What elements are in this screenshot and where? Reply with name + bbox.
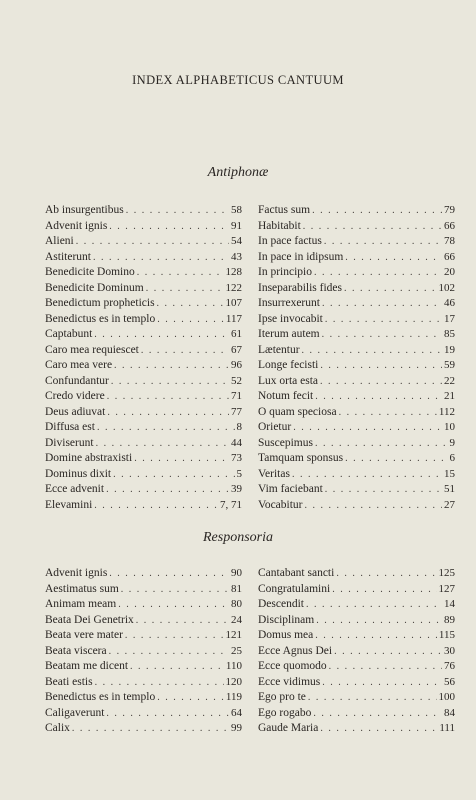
entry-title: Ecce quomodo (258, 660, 327, 672)
page-number: 89 (444, 613, 455, 626)
index-entry (258, 374, 455, 390)
page-number: 96 (231, 359, 242, 371)
page-number: 43 (231, 250, 242, 263)
index-entry (258, 389, 455, 405)
index-entry (45, 582, 242, 598)
index-entry (45, 436, 242, 452)
index-entry (258, 203, 455, 219)
index-entry (258, 296, 455, 312)
dot-leader (93, 250, 229, 266)
page-number: 100 (438, 691, 455, 703)
index-entry (258, 482, 455, 498)
index-entry (45, 234, 242, 250)
entry-title: Descendit (258, 598, 304, 610)
dot-leader (95, 675, 224, 691)
entry-title: Habitabit (258, 219, 301, 232)
dot-leader (146, 281, 224, 297)
dot-leader (76, 234, 229, 250)
page-number: 84 (444, 706, 455, 719)
dot-leader (113, 467, 234, 483)
page-number: 99 (231, 722, 242, 734)
page-number: 79 (444, 204, 455, 216)
page-number: 61 (231, 328, 242, 340)
index-entry (258, 628, 455, 644)
dot-leader (322, 675, 442, 691)
entry-title: Deus adiuvat (45, 405, 106, 418)
index-entry (45, 374, 242, 390)
dot-leader (320, 358, 442, 374)
dot-leader (339, 405, 437, 421)
entry-title: Veritas (258, 467, 290, 480)
page-number: 120 (225, 675, 242, 688)
entry-title: Ab insurgentibus (45, 204, 124, 216)
dot-leader (134, 451, 229, 467)
page-number: 85 (444, 328, 455, 340)
entry-title: Captabunt (45, 328, 93, 340)
dot-leader (336, 566, 436, 582)
dot-leader (107, 389, 229, 405)
dot-leader (114, 358, 229, 374)
entry-title: Disciplinam (258, 613, 315, 626)
index-entry (258, 644, 455, 660)
page-number: 10 (444, 421, 455, 433)
index-entry (45, 482, 242, 498)
page-number: 22 (444, 374, 455, 387)
dot-leader (345, 451, 447, 467)
index-entry (258, 312, 455, 328)
dot-leader (141, 343, 229, 359)
page-number: 112 (438, 405, 455, 418)
page-number: 58 (231, 204, 242, 216)
page-number: 66 (444, 250, 455, 263)
index-entry (258, 250, 455, 266)
index-entry (45, 498, 242, 514)
dot-leader (332, 582, 436, 598)
index-entry (45, 706, 242, 722)
entry-title: O quam speciosa (258, 405, 337, 418)
index-entry (45, 628, 242, 644)
entry-title: Insurrexerunt (258, 297, 320, 309)
page-number: 125 (438, 567, 455, 579)
entry-title: Caro mea requiescet (45, 343, 139, 356)
entry-title: Benedictus es in templo (45, 691, 156, 703)
index-entry (45, 358, 242, 374)
page-number: 30 (444, 644, 455, 657)
entry-title: In pace factus (258, 235, 322, 247)
page-number: 59 (444, 359, 455, 371)
index-entry (45, 690, 242, 706)
dot-leader (306, 597, 442, 613)
entry-title: Diffusa est (45, 421, 95, 433)
page-number: 9 (449, 436, 455, 449)
entry-title: Caligaverunt (45, 706, 105, 719)
index-entry (45, 265, 242, 281)
antiphonae-right-column (258, 203, 455, 513)
dot-leader (136, 613, 229, 629)
page-number: 17 (444, 312, 455, 325)
entry-title: In pace in idipsum (258, 250, 344, 263)
index-entry (258, 343, 455, 359)
entry-title: Lux orta esta (258, 374, 319, 387)
index-entry (258, 498, 455, 514)
index-entry (45, 327, 242, 343)
page-number: 117 (225, 312, 242, 325)
index-entry (258, 690, 455, 706)
dot-leader (106, 482, 229, 498)
entry-title: Benedictus es in templo (45, 312, 156, 325)
page-number: 52 (231, 374, 242, 387)
page-number: 8 (236, 421, 242, 433)
dot-leader (109, 644, 229, 660)
dot-leader (72, 721, 229, 737)
entry-title: Beata Dei Genetrix (45, 613, 134, 626)
dot-leader (157, 296, 224, 312)
responsoria-left-column (45, 566, 242, 737)
entry-title: Cantabant sancti (258, 567, 335, 579)
entry-title: Caro mea vere (45, 359, 113, 371)
page-number: 44 (231, 436, 242, 449)
index-entry (45, 613, 242, 629)
entry-title: Vocabitur (258, 498, 303, 511)
page-number: 73 (231, 452, 242, 464)
entry-title: Domus mea (258, 629, 314, 641)
page-number: 5 (236, 467, 242, 480)
dot-leader (94, 327, 229, 343)
page-number: 7, 71 (220, 498, 242, 511)
page-number: 122 (225, 281, 242, 294)
page-number: 39 (231, 483, 242, 495)
dot-leader (157, 312, 224, 328)
page-number: 128 (225, 266, 242, 278)
index-entry (258, 219, 455, 235)
section-heading-antiphonae: Antiphonæ (207, 165, 269, 180)
dot-leader (293, 420, 442, 436)
dot-leader (303, 219, 442, 235)
dot-leader (313, 706, 442, 722)
dot-leader (312, 203, 442, 219)
page-number: 19 (444, 343, 455, 356)
dot-leader (157, 690, 224, 706)
index-entry (258, 597, 455, 613)
dot-leader (320, 374, 442, 390)
index-entry (45, 219, 242, 235)
dot-leader (96, 436, 229, 452)
entry-title: Notum fecit (258, 390, 314, 402)
index-entry (45, 644, 242, 660)
index-entry (45, 312, 242, 328)
page-number: 71 (231, 390, 242, 402)
dot-leader (302, 343, 442, 359)
entry-title: Vim faciebant (258, 483, 323, 495)
page-number: 25 (231, 644, 242, 657)
page-number: 14 (444, 598, 455, 610)
entry-title: Beata vere mater (45, 629, 123, 641)
page-number: 91 (231, 219, 242, 232)
index-entry (258, 467, 455, 483)
dot-leader (325, 482, 442, 498)
dot-leader (325, 312, 442, 328)
index-entry (45, 675, 242, 691)
dot-leader (94, 498, 218, 514)
entry-title: Advenit ignis (45, 219, 108, 232)
index-entry (45, 467, 242, 483)
entry-title: Confundantur (45, 374, 109, 387)
page-title: INDEX ALPHABETICUS CANTUUM (132, 73, 344, 87)
dot-leader (137, 265, 224, 281)
index-entry (45, 659, 242, 675)
index-entry (258, 358, 455, 374)
entry-title: Ego pro te (258, 691, 306, 703)
index-entry (258, 675, 455, 691)
dot-leader (324, 234, 442, 250)
page-number: 54 (231, 235, 242, 247)
index-entry (258, 281, 455, 297)
page-number: 15 (444, 467, 455, 480)
page-number: 115 (438, 629, 455, 641)
dot-leader (109, 219, 229, 235)
entry-title: Gaude Maria (258, 722, 319, 734)
entry-title: Dominus dixit (45, 467, 112, 480)
entry-title: Tamquam sponsus (258, 452, 344, 464)
section-heading-responsoria: Responsoria (203, 530, 273, 545)
dot-leader (315, 389, 442, 405)
entry-title: Beati estis (45, 675, 93, 688)
dot-leader (121, 582, 229, 598)
page-number: 56 (444, 675, 455, 688)
entry-title: Credo videre (45, 390, 105, 402)
entry-title: Benedictum propheticis (45, 297, 155, 309)
dot-leader (308, 690, 437, 706)
index-entry (258, 706, 455, 722)
entry-title: Alieni (45, 235, 74, 247)
index-entry (258, 327, 455, 343)
dot-leader (125, 628, 224, 644)
entry-title: Factus sum (258, 204, 311, 216)
dot-leader (126, 203, 229, 219)
index-entry (258, 405, 455, 421)
index-entry (45, 721, 242, 737)
entry-title: Elevamini (45, 498, 93, 511)
dot-leader (316, 613, 442, 629)
dot-leader (111, 374, 229, 390)
entry-title: Ipse invocabit (258, 312, 323, 325)
index-entry (258, 659, 455, 675)
index-entry (45, 405, 242, 421)
page-number: 102 (438, 281, 455, 294)
index-entry (258, 566, 455, 582)
dot-leader (315, 436, 448, 452)
dot-leader (322, 296, 442, 312)
page-number: 127 (438, 582, 455, 595)
entry-title: Inseparabilis fides (258, 281, 342, 294)
page-number: 121 (225, 629, 242, 641)
dot-leader (292, 467, 442, 483)
dot-leader (345, 250, 442, 266)
page-number: 20 (444, 266, 455, 278)
entry-title: Suscepimus (258, 436, 313, 449)
page-number: 51 (444, 483, 455, 495)
entry-title: In principio (258, 266, 312, 278)
index-entry (45, 597, 242, 613)
page-number: 21 (444, 390, 455, 402)
page-number: 80 (231, 598, 242, 610)
index-entry (258, 420, 455, 436)
entry-title: Calix (45, 722, 70, 734)
entry-title: Benedicite Domino (45, 266, 135, 278)
dot-leader (106, 706, 229, 722)
entry-title: Iterum autem (258, 328, 320, 340)
entry-title: Advenit ignis (45, 567, 108, 579)
entry-title: Ego rogabo (258, 706, 312, 719)
dot-leader (118, 597, 229, 613)
page-number: 81 (231, 582, 242, 595)
index-entry (45, 203, 242, 219)
entry-title: Ecce advenit (45, 483, 105, 495)
entry-title: Beata viscera (45, 644, 107, 657)
page-number: 110 (225, 660, 242, 672)
entry-title: Animam meam (45, 598, 117, 610)
page-number: 90 (231, 567, 242, 579)
index-entry (45, 451, 242, 467)
index-entry (45, 281, 242, 297)
dot-leader (315, 628, 437, 644)
page-number: 67 (231, 343, 242, 356)
index-entry (258, 582, 455, 598)
entry-title: Benedicite Dominum (45, 281, 144, 294)
index-entry (45, 389, 242, 405)
index-entry (258, 721, 455, 737)
page-number: 107 (225, 297, 242, 309)
dot-leader (320, 721, 437, 737)
responsoria-right-column (258, 566, 455, 737)
entry-title: Lætentur (258, 343, 300, 356)
page-number: 78 (444, 235, 455, 247)
entry-title: Longe fecisti (258, 359, 319, 371)
index-entry (258, 234, 455, 250)
index-entry (45, 250, 242, 266)
dot-leader (344, 281, 437, 297)
page-number: 46 (444, 297, 455, 309)
index-entry (258, 613, 455, 629)
index-entry (45, 566, 242, 582)
entry-title: Beatam me dicent (45, 660, 129, 672)
index-entry (45, 420, 242, 436)
dot-leader (97, 420, 235, 436)
dot-leader (322, 327, 442, 343)
entry-title: Diviserunt (45, 436, 94, 449)
entry-title: Ecce Agnus Dei (258, 644, 333, 657)
antiphonae-left-column (45, 203, 242, 513)
page-number: 111 (439, 722, 455, 734)
dot-leader (109, 566, 229, 582)
index-entry (258, 265, 455, 281)
entry-title: Astiterunt (45, 250, 91, 263)
page-number: 77 (231, 405, 242, 418)
dot-leader (305, 498, 442, 514)
index-entry (258, 436, 455, 452)
page-number: 27 (444, 498, 455, 511)
entry-title: Domine abstraxisti (45, 452, 133, 464)
entry-title: Congratulamini (258, 582, 331, 595)
dot-leader (314, 265, 442, 281)
page-number: 119 (225, 691, 242, 703)
page-number: 76 (444, 660, 455, 672)
entry-title: Aestimatus sum (45, 582, 119, 595)
dot-leader (107, 405, 229, 421)
index-entry (258, 451, 455, 467)
entry-title: Orietur (258, 421, 292, 433)
dot-leader (130, 659, 224, 675)
entry-title: Ecce vidimus (258, 675, 321, 688)
index-entry (45, 343, 242, 359)
page-number: 6 (449, 452, 455, 464)
page-number: 64 (231, 706, 242, 719)
page-number: 24 (231, 613, 242, 626)
dot-leader (329, 659, 442, 675)
dot-leader (334, 644, 442, 660)
page-number: 66 (444, 219, 455, 232)
index-entry (45, 296, 242, 312)
